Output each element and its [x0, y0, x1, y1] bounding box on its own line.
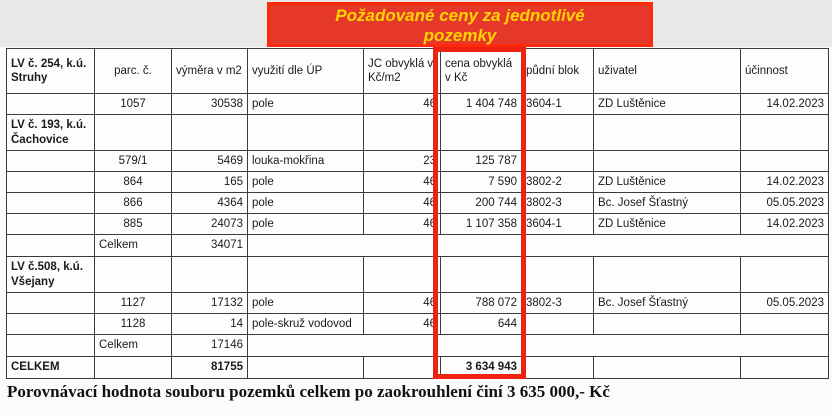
table-cell: 14.02.2023: [741, 214, 829, 235]
table-cell: [741, 115, 829, 151]
table-cell: [594, 257, 741, 293]
pozemky-table: [6, 48, 829, 379]
table-cell: [364, 115, 441, 151]
table-cell: [594, 151, 741, 172]
table-cell: 579/1: [95, 151, 172, 172]
table-cell: 644: [441, 314, 522, 335]
table-row: [7, 335, 829, 357]
table-cell: 46: [364, 172, 441, 193]
table-cell: 14: [172, 314, 248, 335]
table-cell: 05.05.2023: [741, 193, 829, 214]
table-cell: ZD Luštěnice: [594, 214, 741, 235]
footer-note: Porovnávací hodnota souboru pozemků celkem po zaokrouhlení činí 3 635 000,- Kč: [7, 382, 610, 401]
header-cell: parc. č.: [95, 49, 172, 94]
table-cell: pole: [248, 214, 364, 235]
table-cell: [741, 314, 829, 335]
table-cell: pole: [248, 172, 364, 193]
header-cell: účinnost: [741, 49, 829, 94]
table-cell: [741, 357, 829, 379]
header-cell: JC obvyklá v Kč/m2: [364, 49, 441, 94]
table-cell: [522, 257, 594, 293]
table-cell: 788 072: [441, 293, 522, 314]
table-cell: [522, 357, 594, 379]
table-cell: [7, 151, 95, 172]
table-cell: 885: [95, 214, 172, 235]
table-cell: [7, 314, 95, 335]
table-cell: 866: [95, 193, 172, 214]
table-cell: [95, 257, 172, 293]
table-cell: [7, 293, 95, 314]
table-cell: 17132: [172, 293, 248, 314]
table-cell: 5469: [172, 151, 248, 172]
table-cell: [248, 335, 829, 357]
table-cell: [7, 235, 95, 257]
table-cell: pole-skruž vodovod: [248, 314, 364, 335]
table-cell: pole: [248, 293, 364, 314]
table-cell: [594, 314, 741, 335]
table-cell: [7, 193, 95, 214]
table-cell: 200 744: [441, 193, 522, 214]
table-cell: 24073: [172, 214, 248, 235]
table-cell: 3802-3: [522, 193, 594, 214]
table-cell: 46: [364, 94, 441, 115]
table-cell: [7, 214, 95, 235]
table-cell: [522, 115, 594, 151]
table-row: [7, 214, 829, 235]
table-cell: Celkem: [95, 335, 172, 357]
table-cell: 23: [364, 151, 441, 172]
table-cell: [172, 115, 248, 151]
table-cell: LV č. 193, k.ú. Čachovice: [7, 115, 95, 151]
table-cell: [95, 115, 172, 151]
table-cell: 46: [364, 293, 441, 314]
table-row: [7, 151, 829, 172]
header-cell: uživatel: [594, 49, 741, 94]
table-row: [7, 257, 829, 293]
table-cell: [364, 357, 441, 379]
table-cell: 7 590: [441, 172, 522, 193]
header-cell: LV č. 254, k.ú. Struhy: [7, 49, 95, 94]
table-cell: 1127: [95, 293, 172, 314]
table-cell: [248, 115, 364, 151]
table-cell: 14.02.2023: [741, 94, 829, 115]
table-row: [7, 235, 829, 257]
table-cell: 14.02.2023: [741, 172, 829, 193]
table-cell: 30538: [172, 94, 248, 115]
table-cell: [441, 257, 522, 293]
table-cell: 1057: [95, 94, 172, 115]
table-cell: 3604-1: [522, 214, 594, 235]
title-banner-line-1: Požadované ceny za jednotlivé: [335, 6, 585, 25]
table-cell: louka-mokřina: [248, 151, 364, 172]
table-cell: CELKEM: [7, 357, 95, 379]
table-cell: 1128: [95, 314, 172, 335]
table-cell: [95, 357, 172, 379]
table-cell: ZD Luštěnice: [594, 94, 741, 115]
table-cell: 46: [364, 314, 441, 335]
table-cell: 3802-2: [522, 172, 594, 193]
header-cell: půdní blok: [522, 49, 594, 94]
table-cell: 81755: [172, 357, 248, 379]
table-cell: pole: [248, 94, 364, 115]
header-cell: využití dle ÚP: [248, 49, 364, 94]
table-cell: 4364: [172, 193, 248, 214]
table-cell: 46: [364, 193, 441, 214]
table-cell: [594, 115, 741, 151]
table-cell: 05.05.2023: [741, 293, 829, 314]
table-row: [7, 314, 829, 335]
table-body: [7, 94, 829, 379]
header-cell: výměra v m2: [172, 49, 248, 94]
table-cell: 1 107 358: [441, 214, 522, 235]
table-cell: pole: [248, 193, 364, 214]
table-cell: 3604-1: [522, 94, 594, 115]
table-cell: [7, 94, 95, 115]
table-cell: Bc. Josef Šťastný: [594, 193, 741, 214]
table-cell: [522, 314, 594, 335]
table-cell: [594, 357, 741, 379]
table-cell: ZD Luštěnice: [594, 172, 741, 193]
table-cell: 125 787: [441, 151, 522, 172]
table-cell: 1 404 748: [441, 94, 522, 115]
table-cell: [741, 257, 829, 293]
table-cell: [7, 172, 95, 193]
table-cell: [248, 357, 364, 379]
table-cell: 3802-3: [522, 293, 594, 314]
table-cell: LV č.508, k.ú. Všejany: [7, 257, 95, 293]
table-row: [7, 293, 829, 314]
table-row: [7, 115, 829, 151]
table-cell: [248, 257, 364, 293]
header-cell: cena obvyklá v Kč: [441, 49, 522, 94]
table-cell: 34071: [172, 235, 248, 257]
table-cell: [364, 257, 441, 293]
table-header-row: [7, 49, 829, 94]
table-row: [7, 193, 829, 214]
table-cell: 3 634 943: [441, 357, 522, 379]
table-cell: Celkem: [95, 235, 172, 257]
table-row: [7, 94, 829, 115]
title-banner: [267, 2, 653, 47]
table-cell: 46: [364, 214, 441, 235]
table-cell: [172, 257, 248, 293]
table-cell: 17146: [172, 335, 248, 357]
table-cell: [441, 115, 522, 151]
table-cell: Bc. Josef Šťastný: [594, 293, 741, 314]
table-cell: [7, 335, 95, 357]
title-banner-line-2: pozemky: [423, 26, 497, 45]
table-header: [7, 49, 829, 94]
table-row: [7, 172, 829, 193]
table-row: [7, 357, 829, 379]
table-cell: [248, 235, 829, 257]
table-cell: [522, 151, 594, 172]
table-cell: 864: [95, 172, 172, 193]
table-cell: [741, 151, 829, 172]
table-cell: 165: [172, 172, 248, 193]
